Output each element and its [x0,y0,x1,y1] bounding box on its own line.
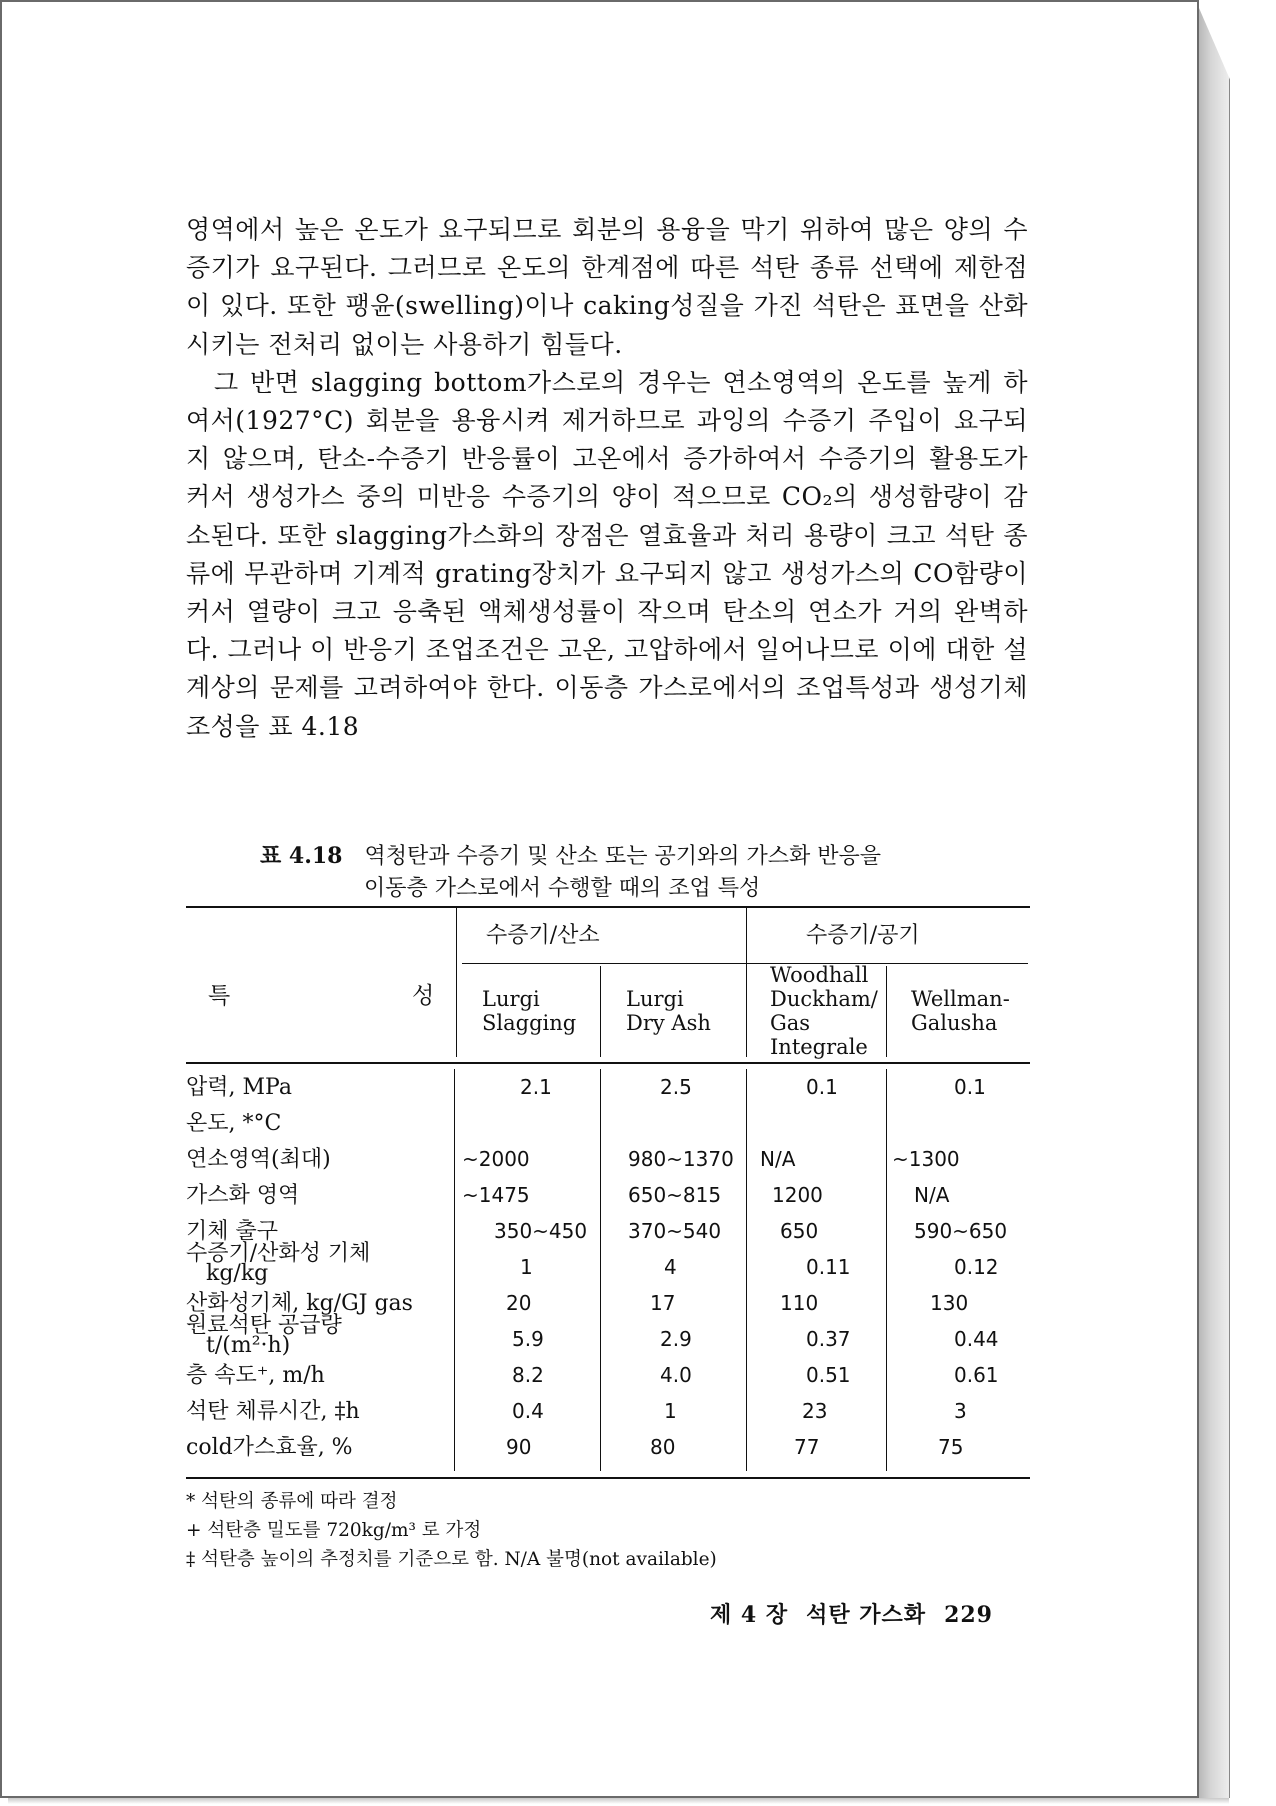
table-col-divider-3b [746,1069,747,1471]
group-header-steam-oxygen: 수증기/산소 [486,923,600,948]
table-top-rule [186,906,1030,908]
table-col-divider-3 [746,906,747,1057]
page-number: 229 [944,1602,993,1628]
table-col-divider-4b [886,1069,887,1471]
page-shadow [8,1798,1229,1804]
table-bottom-rule [186,1477,1030,1479]
column-header-woodhall-duckham: Woodhall Duckham/ Gas Integrale [770,963,878,1059]
table-header-rule [186,1062,1030,1064]
table-col-divider-1b [454,1069,455,1471]
page-edge [1199,8,1230,1798]
column-header-wellman-galusha: Wellman- Galusha [911,987,1010,1035]
table-col-divider-1 [456,906,457,1057]
operating-characteristics-table: 특 성 수증기/산소 수증기/공기 Lurgi Slagging Lurgi Dry Ash Woodhall Duckham/ Gas Integrale Wellman- Galusha 압력, MPa 2.1 2.5 0.1 0.1 온도, *°C 연소영역(최대) ~2000 980~1370 N/A ~1300 가스화 영역 ~1475 650~815 1200 N/A 기체 출구 350~450 370~540 650 590~650 수증기/산화성 기체 kg/kg 1 4 0.11 0.12 산화성기체, kg/GJ gas 20 17 110 130 원료석탄 공급량 t/(m²·h) 5.9 2.9 0.37 0.44 층 속도⁺, m/h 8.2 4.0 0.51 0.61 석탄 체류시간, ‡h 0.4 1 23 3 cold가스효율, % 90 80 77 75 [186,906,1030,1479]
table-col-divider-2 [600,966,601,1057]
footnote-1: * 석탄의 종류에 따라 결정 [186,1491,398,1512]
column-header-lurgi-slagging: Lurgi Slagging [482,987,577,1035]
running-footer [710,1598,993,1629]
footer-chapter: 제 4 장 [710,1602,789,1628]
table-group-rule [462,963,1028,964]
header-char-2: 성 [412,983,435,1009]
column-header-lurgi-dry-ash: Lurgi Dry Ash [626,987,711,1035]
footnote-3: ‡ 석탄층 높이의 추정치를 기준으로 함. N/A 불명(not available) [186,1549,717,1570]
paragraph-2: 그 반면 slagging bottom가스로의 경우는 연소영역의 온도를 높게 하여서(1927°C) 회분을 용융시켜 제거하므로 과잉의 수증기 주입이 요구되지 않으며, 탄소-수증기 반응률이 고온에서 증가하여서 수증기의 활용도가 커서 생성가스 중의 미반응 수증기의 양이 적으므로 CO₂의 생성함량이 감소된다. 또한 slagging가스화의 장점은 열효율과 처리 용량이 크고 석탄 종류에 무관하며 기계적 grating장치가 요구되지 않고 생성가스의 CO함량이 커서 열량이 크고 응축된 액체생성률이 작으며 탄소의 연소가 거의 완벽하다. 그러나 이 반응기 조업조건은 고온, 고압하에서 일어나므로 이에 대한 설계상의 문제를 고려하여야 한다. 이동층 가스로에서의 조업특성과 생성기체 조성을 표 4.18 [186,367,1028,741]
table-caption-line-1: 역청탄과 수증기 및 산소 또는 공기와의 가스화 반응을 [364,844,881,869]
body-text [186,211,1028,746]
table-caption-label: 표 4.18 [260,843,343,869]
header-char-1: 특 [208,983,231,1009]
table-caption [260,840,980,905]
group-header-steam-air: 수증기/공기 [806,923,920,948]
table-col-divider-2b [600,1069,601,1471]
table-col-divider-4 [886,966,887,1057]
footnote-2: + 석탄층 밀도를 720kg/m³ 로 가정 [186,1520,482,1541]
paragraph-1: 영역에서 높은 온도가 요구되므로 회분의 용융을 막기 위하여 많은 양의 수증기가 요구된다. 그러므로 온도의 한계점에 따른 석탄 종류 선택에 제한점이 있다. 또한 팽윤(swelling)이나 caking성질을 가진 석탄은 표면을 산화시키는 전처리 없이는 사용하기 힘들다. [186,215,1028,359]
table-caption-line-2: 이동층 가스로에서 수행할 때의 조업 특성 [364,876,761,901]
footer-title: 석탄 가스화 [806,1602,927,1628]
table-footnotes [186,1487,717,1574]
